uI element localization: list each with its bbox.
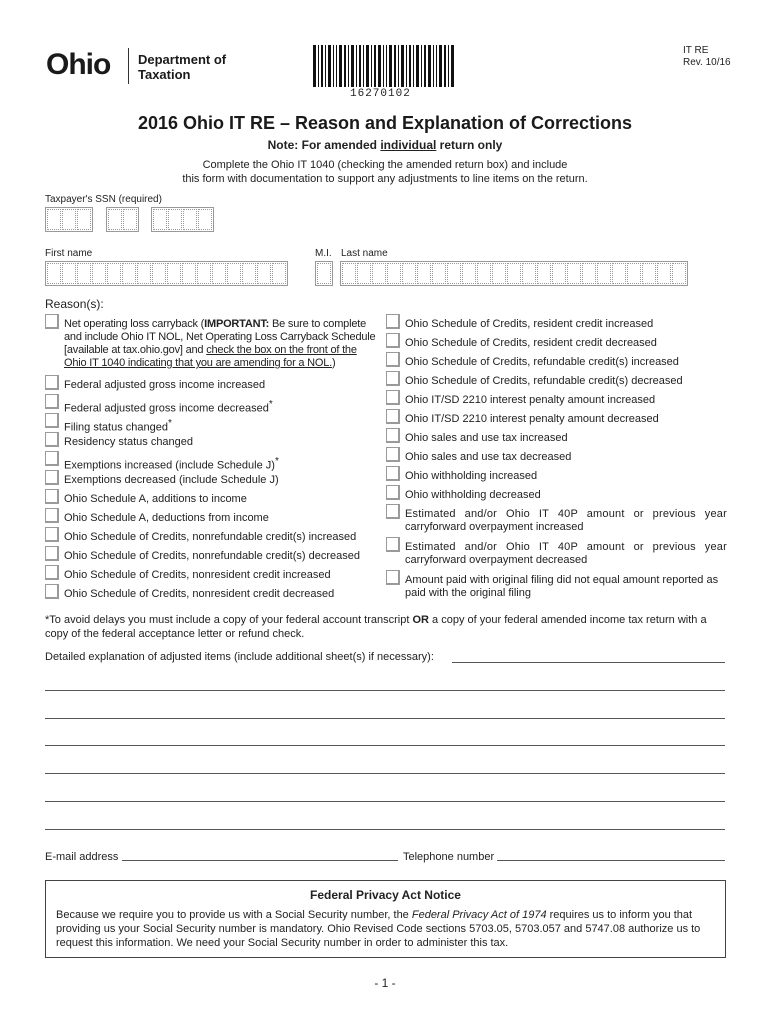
first-name-input[interactable] [45, 261, 288, 286]
barcode [313, 45, 455, 87]
last-name-label: Last name [341, 248, 388, 259]
checkbox-residency-status[interactable] [45, 432, 59, 447]
checkbox-nol-carryback[interactable] [45, 314, 59, 329]
form-id: IT RE [683, 45, 709, 56]
reason-amount-paid-mismatch: Amount paid with original filing did not equal amount reported as paid with the original filing [405, 574, 719, 599]
privacy-line1: Because we require you to provide us with a Social Security number, the Federal Privacy Act of 1974 requires us to inform you that [56, 909, 693, 921]
telephone-field[interactable] [497, 860, 725, 861]
checkbox-fagi-increased[interactable] [45, 375, 59, 390]
explanation-line-0[interactable] [452, 662, 725, 663]
logo-divider [128, 48, 129, 84]
checkbox-estimated-decreased[interactable] [386, 537, 400, 552]
reason-estimated-decreased: Estimated and/or Ohio IT 40P amount or previous year carryforward overpayment decreased [405, 541, 727, 566]
reason-schedule-a-additions: Ohio Schedule A, additions to income [64, 493, 247, 505]
email-field[interactable] [122, 860, 398, 861]
reasons-label: Reason(s): [45, 297, 104, 311]
nol-line2: and include Ohio IT NOL, Net Operating Loss Carryback Schedule [64, 331, 376, 343]
reason-withholding-decreased: Ohio withholding decreased [405, 489, 541, 501]
footnote-line2: copy of the federal acceptance letter or refund check. [45, 628, 305, 640]
amended-note [0, 138, 770, 152]
ssn-input-part2[interactable] [106, 207, 139, 232]
explanation-line-4[interactable] [45, 773, 725, 774]
last-name-input[interactable] [340, 261, 688, 286]
checkbox-resident-credit-decreased[interactable] [386, 333, 400, 348]
reason-fagi-decreased: Federal adjusted gross income decreased* [64, 399, 273, 415]
reason-refundable-decreased: Ohio Schedule of Credits, refundable credit(s) decreased [405, 375, 683, 387]
reason-penalty-increased: Ohio IT/SD 2210 interest penalty amount increased [405, 394, 656, 406]
checkbox-filing-status[interactable] [45, 413, 59, 428]
privacy-line2: providing us your Social Security number is mandatory. Ohio Revised Code sections 5703.05, 5703.057 and 5747.08 authorize us to [56, 923, 701, 935]
ssn-label: Taxpayer's SSN (required) [45, 194, 162, 205]
reason-exemptions-increased: Exemptions increased (include Schedule J)* [64, 456, 279, 472]
reason-withholding-increased: Ohio withholding increased [405, 470, 538, 482]
department-line1: Department of [138, 52, 227, 67]
footnote [45, 613, 730, 641]
reason-penalty-decreased: Ohio IT/SD 2210 interest penalty amount decreased [405, 413, 659, 425]
instructions-line1: Complete the Ohio IT 1040 (checking the amended return box) and include [202, 159, 568, 171]
ohio-logo: Ohio [46, 48, 111, 81]
reason-sales-tax-increased: Ohio sales and use tax increased [405, 432, 568, 444]
explanation-label: Detailed explanation of adjusted items (include additional sheet(s) if necessary): [45, 651, 434, 663]
privacy-body [56, 908, 717, 950]
checkbox-amount-paid-mismatch[interactable] [386, 570, 400, 585]
checkbox-fagi-decreased[interactable] [45, 394, 59, 409]
checkbox-exemptions-increased[interactable] [45, 451, 59, 466]
nol-line1: Net operating loss carryback (IMPORTANT: Be sure to complete [64, 318, 367, 330]
form-revision: Rev. 10/16 [683, 57, 731, 68]
checkbox-withholding-increased[interactable] [386, 466, 400, 481]
ssn-input-part3[interactable] [151, 207, 214, 232]
reason-resident-credit-decreased: Ohio Schedule of Credits, resident credit decreased [405, 337, 657, 349]
checkbox-exemptions-decreased[interactable] [45, 470, 59, 485]
page-title: 2016 Ohio IT RE – Reason and Explanation of Corrections [137, 113, 633, 133]
privacy-notice-box [45, 880, 726, 958]
barcode-number: 16270102 [350, 88, 411, 100]
instructions [0, 158, 770, 186]
reason-filing-status: Filing status changed* [64, 418, 172, 434]
first-name-label: First name [45, 248, 93, 259]
reason-nonresident-increased: Ohio Schedule of Credits, nonresident credit increased [64, 569, 331, 581]
checkbox-withholding-decreased[interactable] [386, 485, 400, 500]
note-emphasis: individual [380, 138, 437, 152]
form-id-block [683, 45, 731, 69]
note-suffix: return only [436, 138, 503, 152]
reason-nonrefundable-decreased: Ohio Schedule of Credits, nonrefundable credit(s) decreased [64, 550, 360, 562]
nol-line3: [available at tax.ohio.gov] and check the box on the front of the [64, 344, 357, 356]
nol-line4: Ohio IT 1040 indicating that you are amending for a NOL.) [64, 357, 336, 369]
email-label: E-mail address [45, 851, 119, 863]
middle-initial-input[interactable] [315, 261, 333, 286]
explanation-line-1[interactable] [45, 690, 725, 691]
reason-sales-tax-decreased: Ohio sales and use tax decreased [405, 451, 572, 463]
reason-estimated-increased: Estimated and/or Ohio IT 40P amount or previous year carryforward overpayment increased [405, 508, 727, 533]
explanation-line-5[interactable] [45, 801, 725, 802]
checkbox-schedule-a-additions[interactable] [45, 489, 59, 504]
footnote-line1: *To avoid delays you must include a copy of your federal account transcript OR a copy of your federal amended income tax return with a [45, 614, 707, 626]
department-name [138, 52, 226, 82]
checkbox-schedule-a-deductions[interactable] [45, 508, 59, 523]
checkbox-nonrefundable-increased[interactable] [45, 527, 59, 542]
explanation-line-6[interactable] [45, 829, 725, 830]
checkbox-refundable-increased[interactable] [386, 352, 400, 367]
page-number: - 1 - [374, 976, 396, 990]
checkbox-nonresident-increased[interactable] [45, 565, 59, 580]
reason-refundable-increased: Ohio Schedule of Credits, refundable credit(s) increased [405, 356, 679, 368]
checkbox-refundable-decreased[interactable] [386, 371, 400, 386]
checkbox-nonrefundable-decreased[interactable] [45, 546, 59, 561]
instructions-line2: this form with documentation to support any adjustments to line items on the return. [182, 173, 588, 185]
privacy-title: Federal Privacy Act Notice [310, 888, 461, 902]
explanation-line-2[interactable] [45, 718, 725, 719]
reason-resident-credit-increased: Ohio Schedule of Credits, resident credit increased [405, 318, 654, 330]
ssn-input-part1[interactable] [45, 207, 93, 232]
reason-nonresident-decreased: Ohio Schedule of Credits, nonresident credit decreased [64, 588, 335, 600]
department-line2: Taxation [138, 67, 191, 82]
reason-schedule-a-deductions: Ohio Schedule A, deductions from income [64, 512, 269, 524]
telephone-label: Telephone number [403, 851, 495, 863]
nol-reason-text [64, 318, 384, 370]
explanation-line-3[interactable] [45, 745, 725, 746]
privacy-line3: request this information. We need your Social Security number in order to administer this tax. [56, 937, 509, 949]
checkbox-penalty-increased[interactable] [386, 390, 400, 405]
reason-exemptions-decreased: Exemptions decreased (include Schedule J) [64, 474, 279, 486]
checkbox-sales-tax-increased[interactable] [386, 428, 400, 443]
note-prefix: Note: For amended [267, 138, 381, 152]
checkbox-sales-tax-decreased[interactable] [386, 447, 400, 462]
checkbox-nonresident-decreased[interactable] [45, 584, 59, 599]
reason-residency-status: Residency status changed [64, 436, 194, 448]
mi-label: M.I. [315, 248, 332, 259]
checkbox-estimated-increased[interactable] [386, 504, 400, 519]
checkbox-resident-credit-increased[interactable] [386, 314, 400, 329]
reason-nonrefundable-increased: Ohio Schedule of Credits, nonrefundable credit(s) increased [64, 531, 357, 543]
checkbox-penalty-decreased[interactable] [386, 409, 400, 424]
reason-fagi-increased: Federal adjusted gross income increased [64, 379, 266, 391]
